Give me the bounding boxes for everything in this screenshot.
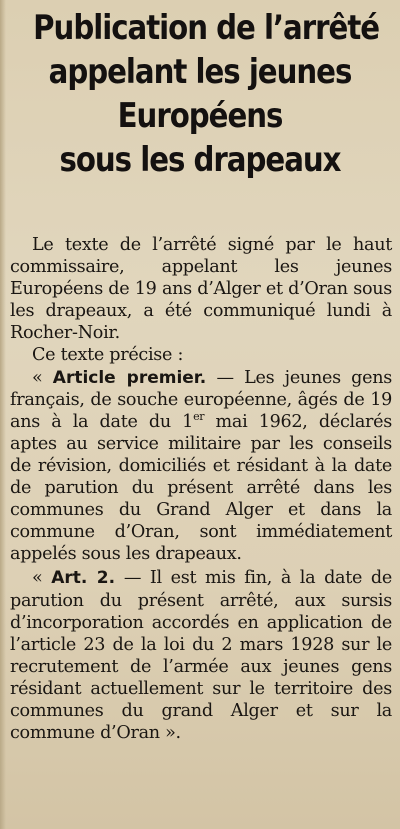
headline-line-3: Européens (117, 96, 283, 136)
article-1-text-a: — Les jeunes gens français, de souche européenne, âgés de 19 ans à la date du 1 (10, 367, 392, 432)
headline (28, 0, 380, 182)
paper-edge-shadow (0, 0, 6, 829)
quote-open: « (32, 367, 53, 388)
paragraph-article-2 (10, 567, 392, 744)
article-1-lead: Article premier. (52, 367, 207, 388)
headline-line-1: Publication de l’arrêté (33, 8, 380, 48)
article-2-text: — Il est mis fin, à la date de parution du présent arrêté, aux sursis d’incorporation accordés en application de l’article 23 de la loi du 2 mars 1928 sur le recrutement de l’armée aux jeunes gens résidant actuellement sur le territoire des communes du grand Alger et sur la commune d’Oran ». (10, 568, 392, 744)
paragraph-intro: Le texte de l’arrêté signé par le haut commissaire, appelant les jeunes Européens de 19 ans d’Alger et d’Oran sous les drapeaux, a été communiqué lundi à Rocher-Noir. (10, 235, 392, 344)
article-1-text-b: mai 1962, déclarés aptes au service militaire par les conseils de révision, domiciliés et résidant à la date de parution du présent arrêté dans les communes du Grand Alger et dans la commune d’Oran, sont immédiatement appelés sous les drapeaux. (10, 411, 392, 565)
paragraph-precise: Ce texte précise : (32, 345, 184, 366)
ordinal-superscript: er (193, 409, 205, 423)
quote-open: « (32, 568, 52, 589)
article-2-lead: Art. 2. (51, 568, 116, 589)
headline-line-4: sous les drapeaux (59, 140, 341, 180)
paragraph-article-1 (10, 367, 392, 566)
article-body (10, 234, 392, 744)
headline-line-2: appelant les jeunes (48, 52, 352, 92)
